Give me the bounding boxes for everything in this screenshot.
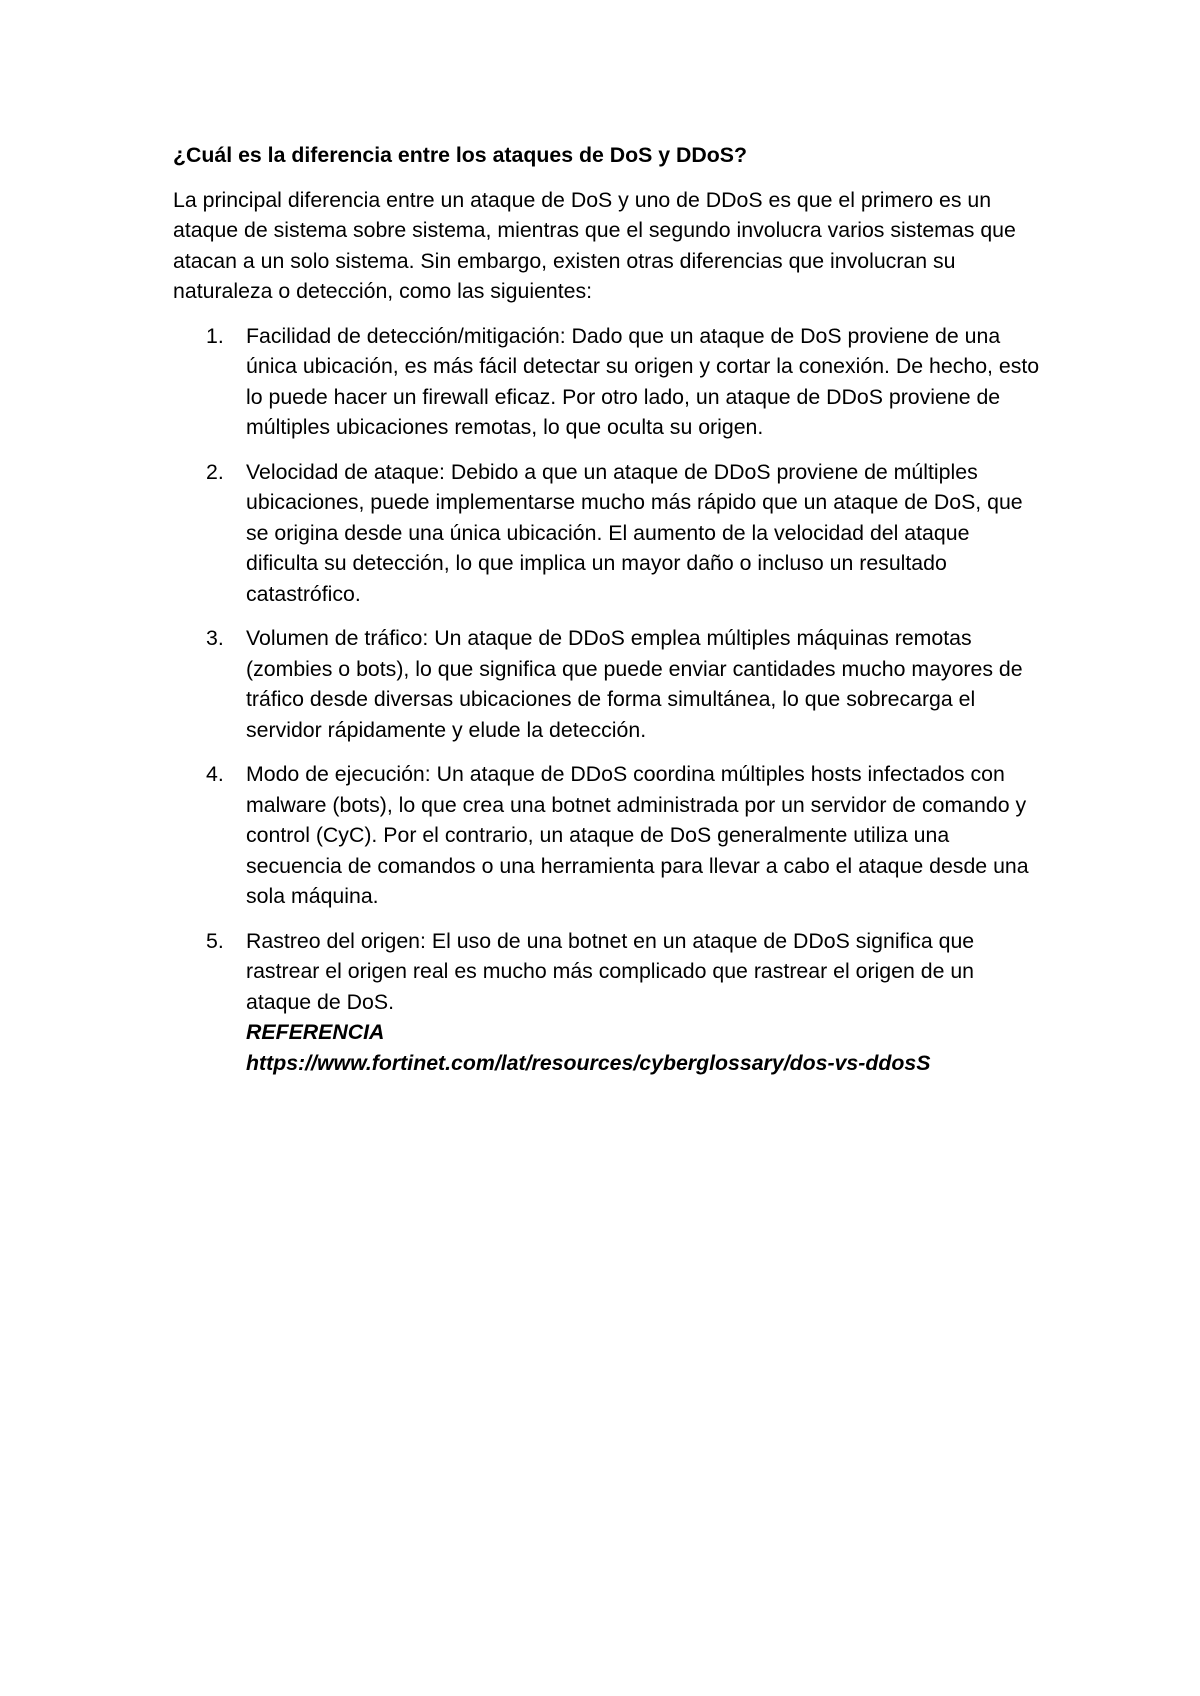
reference-label: REFERENCIA [246,1020,385,1044]
differences-list [173,321,1043,1079]
list-item-text: Modo de ejecución: Un ataque de DDoS coordina múltiples hosts infectados con malware (bots), lo que crea una botnet administrada por un servidor de comando y control (CyC). Por el contrario, un ataque de DoS generalmente utiliza una secuencia de comandos o una herramienta para llevar a cabo el ataque desde una sola máquina. [246,762,1029,908]
list-item-text: Facilidad de detección/mitigación: Dado que un ataque de DoS proviene de una única ubicación, es más fácil detectar su origen y cortar la conexión. De hecho, esto lo puede hacer un firewall eficaz. Por otro lado, un ataque de DDoS proviene de múltiples ubicaciones remotas, lo que oculta su origen. [246,323,1040,439]
list-item-number: 4. [206,762,224,786]
list-item-4 [173,759,1043,912]
list-item-1 [173,321,1043,443]
list-item-text: Rastreo del origen: El uso de una botnet en un ataque de DDoS significa que rastrear el origen real es mucho más complicado que rastrear el origen de un ataque de DoS. [246,928,975,1014]
document-content [173,140,1043,1092]
list-item-5 [173,926,1043,1079]
document-title: ¿Cuál es la diferencia entre los ataques de DoS y DDoS? [173,143,747,167]
reference-link[interactable]: https://www.fortinet.com/lat/resources/cyberglossary/dos-vs-ddosS [246,1050,931,1075]
list-item-text: Volumen de tráfico: Un ataque de DDoS emplea múltiples máquinas remotas (zombies o bots), lo que significa que puede enviar cantidades mucho mayores de tráfico desde diversas ubicaciones de forma simultánea, lo que sobrecarga el servidor rápidamente y elude la detección. [246,626,1023,742]
list-item-number: 2. [206,459,224,484]
intro-paragraph: La principal diferencia entre un ataque de DoS y uno de DDoS es que el primero es un ataque de sistema sobre sistema, mientras que el segundo involucra varios sistemas que atacan a un solo sistema. Sin embargo, existen otras diferencias que involucran su naturaleza o detección, como las siguientes: [173,187,1016,303]
list-item-number: 1. [206,323,224,348]
list-item-text: Velocidad de ataque: Debido a que un ataque de DDoS proviene de múltiples ubicaciones, puede implementarse mucho más rápido que un ataque de DoS, que se origina desde una única ubicación. El aumento de la velocidad del ataque dificulta su detección, lo que implica un mayor daño o incluso un resultado catastrófico. [246,459,1023,606]
list-item-2 [173,457,1043,610]
list-item-number: 5. [206,928,224,953]
list-item-number: 3. [206,626,224,650]
list-item-3 [173,623,1043,745]
